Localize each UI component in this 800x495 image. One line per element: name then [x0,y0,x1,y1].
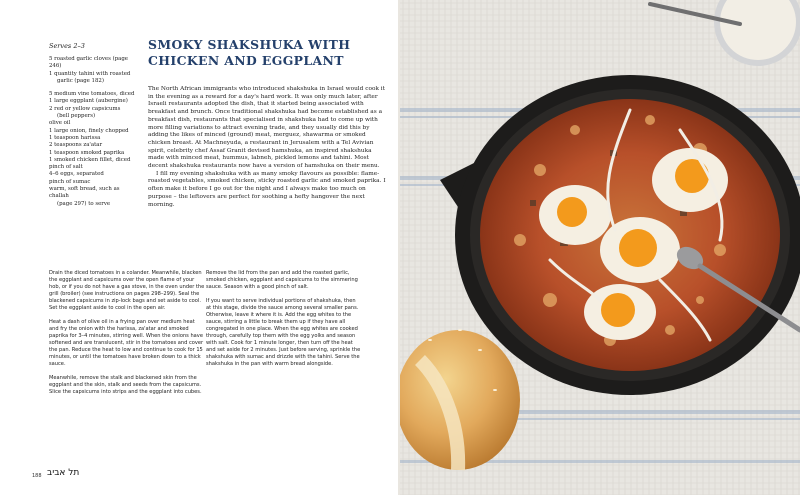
ingredient-item: 2 red or yellow capsicums [49,105,121,112]
food-photo [400,0,800,495]
intro-paragraph: I fill my evening shakshuka with as many smoky flavours as possible: flame-roasted vegetables, smoked chicken, sticky roasted garlic and smoked paprika. I often make it before I go out for the night and I always make too much on purpose – the leftovers are perfect for soothing a hefty hangover the next morning. [148,170,386,208]
ingredient-item: 1 large onion, finely chopped [49,127,129,134]
page-number: 188 [32,473,42,479]
ingredient-item: garlic (page 182) [57,77,104,84]
ingredient-item: 1 teaspoon harissa [49,134,101,141]
ingredient-item: 5 medium vine tomatoes, diced [49,91,135,98]
egg [652,148,728,212]
ingredient-item: warm, soft bread, such as challah [49,186,120,200]
ingredient-item: 1 teaspoon smoked paprika [49,149,125,156]
serves-label: Serves 2–3 [49,42,85,50]
ingredient-item: 1 large eggplant (aubergine) [49,98,128,105]
ingredient-item: 4–6 eggs, separated [49,171,104,178]
intro-text [148,86,386,209]
method-column-1 [49,270,205,403]
method-column-2 [206,270,362,375]
ingredient-list [49,56,139,208]
intro-paragraph: The North African immigrants who introduced shakshuka in Israel would cook it in the evening as a reward for a day's hard work. It was only much later, after Israeli restaurants adopted the dish, that it started being associated with breakfast and brunch. Once traditional shakshuka had become established as a breakfast dish, restaurants that specialised in shakshuka had to come up with more filling variations to attract evening trade, and they usually did this by adding the likes of minced (ground) meat, merguez, shawarma or smoked chicken breast. At Machneyuda, a restaurant in Jerusalem with a Tel Avivian spirit, celebrity chef Assaf Granit devised hamshuka, an inspired shakshuka made with minced meat, hummus, labneh, pickled lemons and tahini. Most decent shakshuka restaurants now have a version of hamshuka on their menu. [148,86,385,170]
ingredient-item: (page 297) to serve [57,200,111,207]
method-step: Remove the lid from the pan and add the roasted garlic, smoked chicken, eggplant and capsicums to the simmering sauce. Season with a good pinch of salt. [206,270,358,290]
egg [584,284,656,340]
ingredient-item: pinch of sumac [49,178,91,185]
method-step: Drain the diced tomatoes in a colander. Meanwhile, blacken the eggplant and capsicums over the open flame of your hob, or if you do not have a gas stove, in the oven under the grill (broiler) (see instructions on pages 298–299). Seal the blackened capsicums in zip-lock bags and set aside to cool. Set the eggplant aside to cool in the open air. [49,270,205,311]
ingredient-item: olive oil [49,120,71,127]
ingredient-item: (bell peppers) [57,113,96,120]
egg [600,217,680,283]
method-step: If you want to serve individual portions of shakshuka, then at this stage, divide the sauce among several smaller pans. Otherwise, leave it where it is. Add the egg whites to the sauce, stirring a little to break them up if they have all congregated in one place. When the egg whites are cooked through, carefully top them with the egg yolks and season with salt. Cook for 1 minute longer, then turn off the heat and set aside for 2 minutes. Just before serving, sprinkle the shakshuka with sumac and drizzle with the tahini. Serve the shakshuka in the pan with warm bread alongside. [206,298,361,367]
method-step: Meanwhile, remove the stalk and blackened skin from the eggplant and the skin, stalk and seeds from the capsicums. Slice the capsicums into strips and the eggplant into cubes. [49,375,202,395]
recipe-title: SMOKY SHAKSHUKA WITH CHICKEN AND EGGPLANT [148,37,351,68]
egg [539,185,611,245]
ingredient-item: 1 smoked chicken fillet, diced [49,156,131,163]
method-step: Heat a dash of olive oil in a frying pan over medium heat and fry the onion with the harissa, za'atar and smoked paprika for 3–4 minutes, stirring well. When the onions have softened and are translucent, stir in the tomatoes and cover the pan. Reduce the heat to low and continue to cook for 15 minutes, or until the tomatoes have broken down to a thick sauce. [49,319,204,367]
ingredient-item: 1 quantity tahini with roasted [49,70,131,77]
ingredient-item: pinch of salt [49,164,83,171]
footer-hebrew-text: תל אביב [47,468,80,478]
ingredient-item: 2 teaspoons za'atar [49,142,103,149]
shakshuka-photo [400,0,800,495]
ingredient-item: 5 roasted garlic cloves (page 246) [49,56,129,70]
